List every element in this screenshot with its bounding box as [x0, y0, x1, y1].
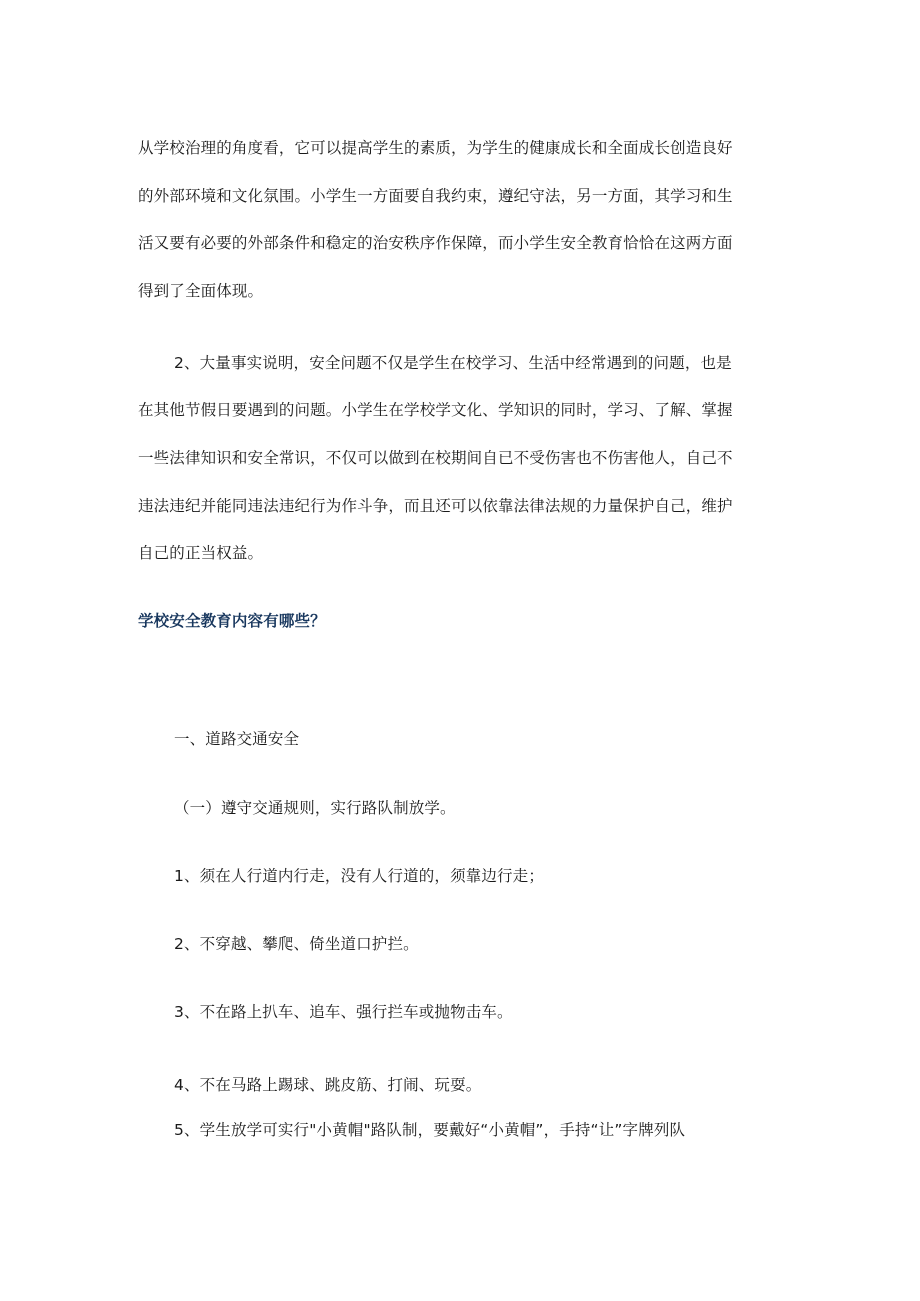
paragraph-2-line-5: 自己的正当权益。: [138, 544, 264, 562]
paragraph-2-line-3: 一些法律知识和安全常识，不仅可以做到在校期间自已不受伤害也不伤害他人，自己不: [138, 449, 733, 467]
paragraph-1-line-2: 的外部环境和文化氛围。小学生一方面要自我约束，遵纪守法，另一方面，其学习和生: [138, 187, 733, 205]
section-heading: 学校安全教育内容有哪些？: [138, 612, 326, 630]
paragraph-2-line-2: 在其他节假日要遇到的问题。小学生在学校学文化、学知识的同时，学习、了解、掌握: [138, 401, 733, 419]
paragraph-1-line-4: 得到了全面体现。: [138, 282, 264, 300]
list-item-5: 5、学生放学可实行"小黄帽"路队制，要戴好“小黄帽”，手持“让”字牌列队: [174, 1121, 686, 1139]
list-item-3: 3、不在路上扒车、追车、强行拦车或抛物击车。: [174, 1003, 513, 1021]
paragraph-1-line-1: 从学校治理的角度看，它可以提高学生的素质，为学生的健康成长和全面成长创造良好: [138, 139, 733, 157]
section-1-title: 一、道路交通安全: [174, 730, 300, 748]
list-item-4: 4、不在马路上踢球、跳皮筋、打闹、玩耍。: [174, 1076, 482, 1094]
paragraph-2-line-1: 2、大量事实说明，安全问题不仅是学生在校学习、生活中经常遇到的问题，也是: [174, 354, 732, 372]
list-item-1: 1、须在人行道内行走，没有人行道的，须靠边行走；: [174, 867, 544, 885]
paragraph-1-line-3: 活又要有必要的外部条件和稳定的治安秩序作保障，而小学生安全教育恰恰在这两方面: [138, 234, 733, 252]
list-item-2: 2、不穿越、攀爬、倚坐道口护拦。: [174, 935, 419, 953]
paragraph-2-line-4: 违法违纪并能同违法违纪行为作斗争，而且还可以依靠法律法规的力量保护自己，维护: [138, 497, 733, 515]
section-1-subtitle: （一）遵守交通规则，实行路队制放学。: [174, 799, 456, 817]
